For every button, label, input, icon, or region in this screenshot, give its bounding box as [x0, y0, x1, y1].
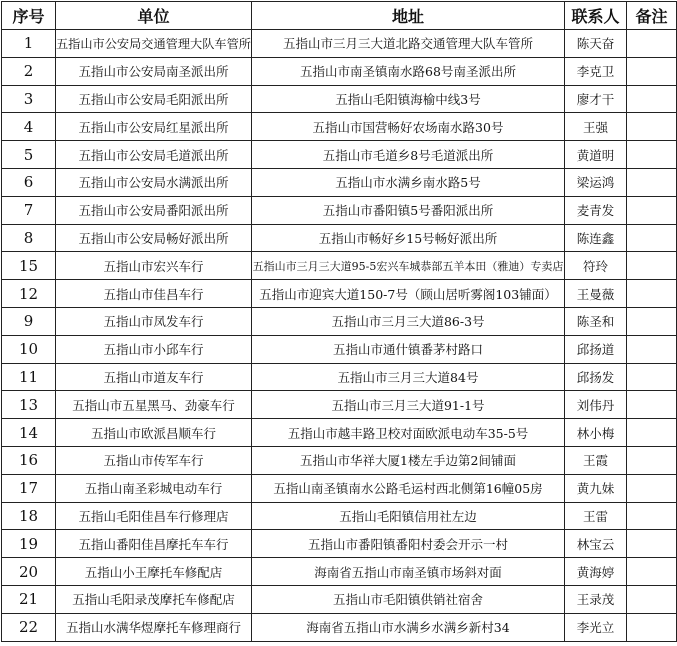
- cell-unit: 五指山市凤发车行: [56, 307, 252, 335]
- table-row: [2, 168, 677, 196]
- cell-address: 五指山市三月三大道84号: [252, 363, 565, 391]
- cell-remark: [627, 113, 677, 141]
- cell-contact: 王霞: [565, 446, 627, 474]
- cell-unit: 五指山小王摩托车修配店: [56, 558, 252, 586]
- cell-unit: 五指山市公安局南圣派出所: [56, 57, 252, 85]
- cell-address: 五指山市三月三大道北路交通管理大队车管所: [252, 30, 565, 58]
- cell-unit: 五指山毛阳录茂摩托车修配店: [56, 585, 252, 613]
- table-header-row: [2, 2, 677, 30]
- cell-address: 五指山市迎宾大道150-7号（顾山居听雾阁103铺面）: [252, 280, 565, 308]
- cell-contact: 梁运鸿: [565, 168, 627, 196]
- cell-contact: 廖才干: [565, 85, 627, 113]
- cell-index: 17: [2, 474, 56, 502]
- cell-index: 13: [2, 391, 56, 419]
- cell-index: 6: [2, 168, 56, 196]
- cell-contact: 黄九妹: [565, 474, 627, 502]
- cell-index: 15: [2, 252, 56, 280]
- cell-contact: 李光立: [565, 613, 627, 641]
- cell-address: 五指山市通什镇番茅村路口: [252, 335, 565, 363]
- cell-address: 五指山市越丰路卫校对面欧派电动车35-5号: [252, 419, 565, 447]
- cell-unit: 五指山市公安局毛道派出所: [56, 141, 252, 169]
- cell-unit: 五指山市道友车行: [56, 363, 252, 391]
- header-index: 序号: [2, 2, 56, 30]
- cell-contact: 邱扬道: [565, 335, 627, 363]
- cell-address: 五指山市番阳镇5号番阳派出所: [252, 196, 565, 224]
- cell-index: 12: [2, 280, 56, 308]
- cell-contact: 林小梅: [565, 419, 627, 447]
- table-row: [2, 585, 677, 613]
- cell-remark: [627, 530, 677, 558]
- cell-remark: [627, 85, 677, 113]
- cell-index: 5: [2, 141, 56, 169]
- cell-unit: 五指山市公安局毛阳派出所: [56, 85, 252, 113]
- table-row: [2, 502, 677, 530]
- cell-unit: 五指山市欧派昌顺车行: [56, 419, 252, 447]
- cell-address: 五指山市华祥大厦1楼左手边第2间铺面: [252, 446, 565, 474]
- table-row: [2, 391, 677, 419]
- cell-unit: 五指山南圣彩城电动车行: [56, 474, 252, 502]
- table-row: [2, 474, 677, 502]
- cell-index: 10: [2, 335, 56, 363]
- cell-remark: [627, 224, 677, 252]
- cell-remark: [627, 335, 677, 363]
- cell-address: 五指山市番阳镇番阳村委会开示一村: [252, 530, 565, 558]
- cell-index: 21: [2, 585, 56, 613]
- table-row: [2, 85, 677, 113]
- cell-contact: 陈连鑫: [565, 224, 627, 252]
- cell-index: 16: [2, 446, 56, 474]
- table-row: [2, 446, 677, 474]
- cell-remark: [627, 30, 677, 58]
- cell-unit: 五指山市公安局交通管理大队车管所: [56, 30, 252, 58]
- cell-index: 2: [2, 57, 56, 85]
- table-row: [2, 335, 677, 363]
- cell-contact: 黄海婷: [565, 558, 627, 586]
- cell-contact: 王雷: [565, 502, 627, 530]
- header-address: 地址: [252, 2, 565, 30]
- cell-contact: 符玲: [565, 252, 627, 280]
- cell-remark: [627, 363, 677, 391]
- cell-index: 20: [2, 558, 56, 586]
- contact-table: [1, 1, 677, 642]
- cell-unit: 五指山市公安局红星派出所: [56, 113, 252, 141]
- cell-address: 五指山市毛道乡8号毛道派出所: [252, 141, 565, 169]
- header-unit: 单位: [56, 2, 252, 30]
- cell-contact: 林宝云: [565, 530, 627, 558]
- table-body: [2, 30, 677, 642]
- cell-contact: 麦青发: [565, 196, 627, 224]
- cell-address: 五指山毛阳镇信用社左边: [252, 502, 565, 530]
- cell-remark: [627, 57, 677, 85]
- cell-remark: [627, 252, 677, 280]
- cell-index: 9: [2, 307, 56, 335]
- cell-index: 3: [2, 85, 56, 113]
- cell-remark: [627, 585, 677, 613]
- table-row: [2, 613, 677, 641]
- cell-index: 4: [2, 113, 56, 141]
- cell-index: 1: [2, 30, 56, 58]
- cell-unit: 五指山市小邱车行: [56, 335, 252, 363]
- cell-index: 7: [2, 196, 56, 224]
- cell-remark: [627, 141, 677, 169]
- cell-index: 19: [2, 530, 56, 558]
- cell-index: 22: [2, 613, 56, 641]
- cell-address: 五指山市三月三大道91-1号: [252, 391, 565, 419]
- cell-address: 五指山毛阳镇海榆中线3号: [252, 85, 565, 113]
- cell-contact: 王曼薇: [565, 280, 627, 308]
- table-row: [2, 224, 677, 252]
- table-row: [2, 280, 677, 308]
- table-row: [2, 30, 677, 58]
- cell-index: 11: [2, 363, 56, 391]
- cell-contact: 王录茂: [565, 585, 627, 613]
- cell-contact: 陈圣和: [565, 307, 627, 335]
- table-row: [2, 307, 677, 335]
- table-row: [2, 196, 677, 224]
- cell-address: 五指山市水满乡南水路5号: [252, 168, 565, 196]
- cell-unit: 五指山水满华煜摩托车修理商行: [56, 613, 252, 641]
- cell-remark: [627, 558, 677, 586]
- cell-remark: [627, 502, 677, 530]
- header-contact: 联系人: [565, 2, 627, 30]
- cell-address: 五指山市国营畅好农场南水路30号: [252, 113, 565, 141]
- cell-index: 18: [2, 502, 56, 530]
- cell-address: 五指山市畅好乡15号畅好派出所: [252, 224, 565, 252]
- table-row: [2, 57, 677, 85]
- cell-remark: [627, 391, 677, 419]
- cell-unit: 五指山市佳昌车行: [56, 280, 252, 308]
- table-row: [2, 141, 677, 169]
- cell-address: 五指山南圣镇南水公路毛运村西北侧第16幢05房: [252, 474, 565, 502]
- cell-unit: 五指山市五星黑马、劲豪车行: [56, 391, 252, 419]
- cell-address: 海南省五指山市水满乡水满乡新村34: [252, 613, 565, 641]
- cell-remark: [627, 613, 677, 641]
- header-remark: 备注: [627, 2, 677, 30]
- cell-contact: 刘伟丹: [565, 391, 627, 419]
- table-row: [2, 252, 677, 280]
- cell-remark: [627, 196, 677, 224]
- cell-unit: 五指山市传军车行: [56, 446, 252, 474]
- cell-unit: 五指山番阳佳昌摩托车车行: [56, 530, 252, 558]
- cell-remark: [627, 307, 677, 335]
- cell-remark: [627, 168, 677, 196]
- cell-unit: 五指山市宏兴车行: [56, 252, 252, 280]
- cell-address: 五指山市三月三大道86-3号: [252, 307, 565, 335]
- cell-index: 8: [2, 224, 56, 252]
- cell-contact: 李克卫: [565, 57, 627, 85]
- cell-unit: 五指山市公安局番阳派出所: [56, 196, 252, 224]
- cell-remark: [627, 446, 677, 474]
- cell-address: 五指山市南圣镇南水路68号南圣派出所: [252, 57, 565, 85]
- cell-contact: 陈天奋: [565, 30, 627, 58]
- cell-index: 14: [2, 419, 56, 447]
- table-row: [2, 419, 677, 447]
- cell-unit: 五指山市公安局畅好派出所: [56, 224, 252, 252]
- cell-remark: [627, 280, 677, 308]
- cell-contact: 邱扬发: [565, 363, 627, 391]
- cell-unit: 五指山市公安局水满派出所: [56, 168, 252, 196]
- cell-contact: 王强: [565, 113, 627, 141]
- table-row: [2, 530, 677, 558]
- cell-unit: 五指山毛阳佳昌车行修理店: [56, 502, 252, 530]
- table-row: [2, 558, 677, 586]
- cell-remark: [627, 474, 677, 502]
- cell-address: 海南省五指山市南圣镇市场斜对面: [252, 558, 565, 586]
- cell-remark: [627, 419, 677, 447]
- table-row: [2, 113, 677, 141]
- cell-contact: 黄道明: [565, 141, 627, 169]
- cell-address: 五指山市毛阳镇供销社宿舍: [252, 585, 565, 613]
- table-row: [2, 363, 677, 391]
- cell-address: 五指山市三月三大道95-5宏兴车城恭部五羊本田（雅迪）专卖店: [252, 252, 565, 280]
